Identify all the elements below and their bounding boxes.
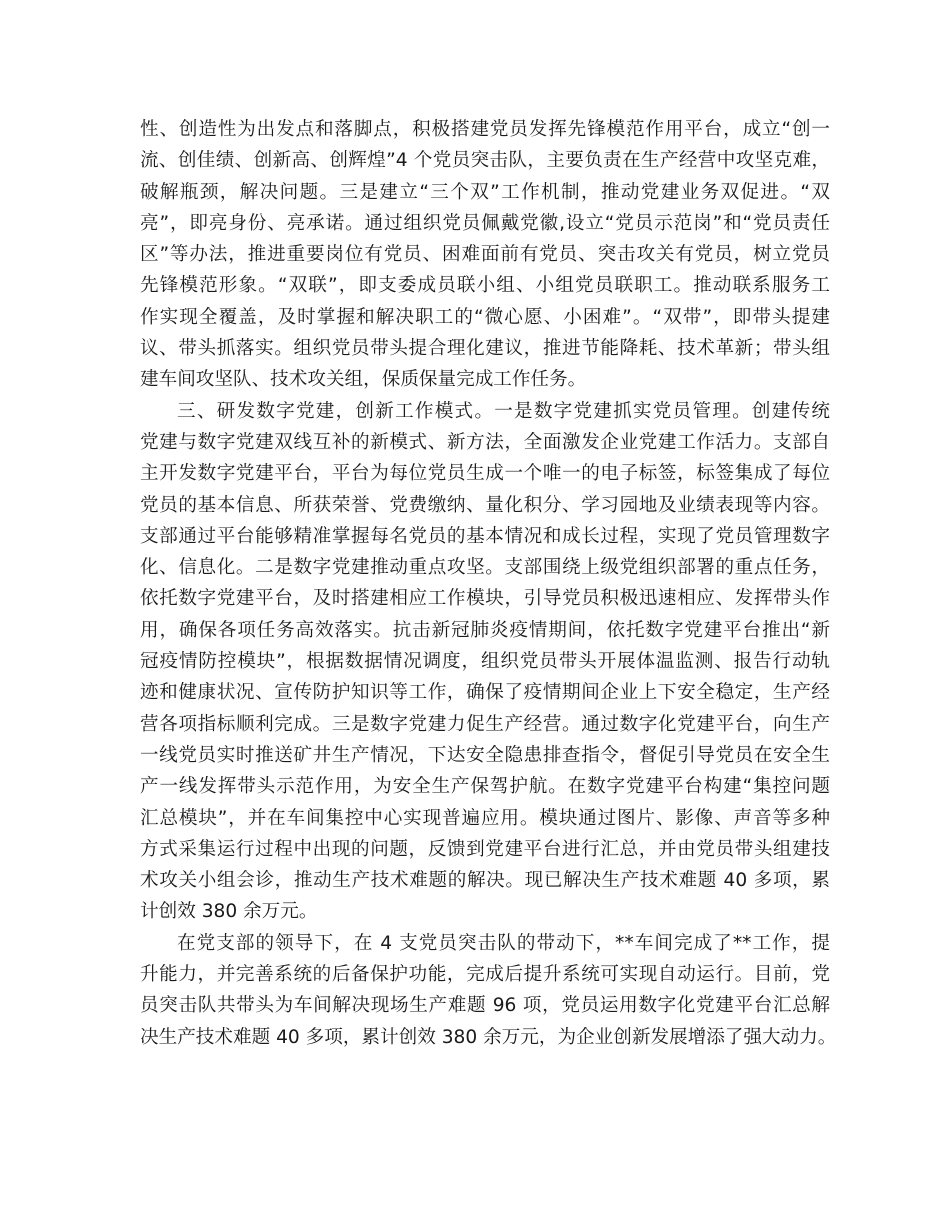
paragraph-summary xyxy=(140,928,837,1053)
text-line: 决生产技术难题 40 多项，累计创效 380 余万元，为企业创新发展增添了强大动力。 xyxy=(140,1026,837,1048)
text-line: 汇总模块”，并在车间集控中心实现普遍应用。模块通过图片、影像、声音等多种 xyxy=(140,807,830,829)
text-line: 升能力，并完善系统的后备保护功能，完成后提升系统可实现自动运行。目前，党 xyxy=(140,964,830,986)
text-line: 计创效 380 余万元。 xyxy=(140,901,318,923)
text-line: 一线党员实时推送矿井生产情况，下达安全隐患排查指令，督促引导党员在安全生 xyxy=(140,744,830,766)
text-line: 党员的基本信息、所获荣誉、党费缴纳、量化积分、学习园地及业绩表现等内容。 xyxy=(140,494,830,516)
text-line: 术攻关小组会诊，推动生产技术难题的解决。现已解决生产技术难题 40 多项，累 xyxy=(140,870,830,892)
text-line: 议、带头抓落实。组织党员带头提合理化建议，推进节能降耗、技术革新；带头组 xyxy=(140,338,830,360)
text-line: 用，确保各项任务高效落实。抗击新冠肺炎疫情期间，依托数字党建平台推出“新 xyxy=(140,619,830,641)
text-line: 员突击队共带头为车间解决现场生产难题 96 项，党员运用数字化党建平台汇总解 xyxy=(140,995,830,1017)
text-line: 主开发数字党建平台，平台为每位党员生成一个唯一的电子标签，标签集成了每位 xyxy=(140,463,830,485)
text-line: 破解瓶颈，解决问题。三是建立“三个双”工作机制，推动党建业务双促进。“双 xyxy=(140,181,830,203)
text-line: 流、创佳绩、创新高、创辉煌”4 个党员突击队，主要负责在生产经营中攻坚克难， xyxy=(140,150,830,172)
text-line: 冠疫情防控模块”，根据数据情况调度，组织党员带头开展体温监测、报告行动轨 xyxy=(140,651,830,673)
text-line: 性、创造性为出发点和落脚点，积极搭建党员发挥先锋模范作用平台，成立“创一 xyxy=(140,119,830,140)
text-line: 迹和健康状况、宣传防护知识等工作，确保了疫情期间企业上下安全稳定，生产经 xyxy=(140,682,830,704)
text-line: 产一线发挥带头示范作用，为安全生产保驾护航。在数字党建平台构建“集控问题 xyxy=(140,776,830,798)
text-line: 化、信息化。二是数字党建推动重点攻坚。支部围绕上级党组织部署的重点任务， xyxy=(140,557,830,579)
text-line: 党建与数字党建双线互补的新模式、新方法，全面激发企业党建工作活力。支部自 xyxy=(140,431,830,453)
text-line: 支部通过平台能够精准掌握每名党员的基本情况和成长过程，实现了党员管理数字 xyxy=(140,525,830,547)
text-line: 亮”，即亮身份、亮承诺。通过组织党员佩戴党徽,设立“党员示范岗”和“党员责任 xyxy=(140,212,830,234)
paragraph-digital-party-building xyxy=(140,396,830,928)
text-line: 依托数字党建平台，及时搭建相应工作模块，引导党员积极迅速相应、发挥带头作 xyxy=(140,588,830,610)
text-line: 先锋模范形象。“双联”，即支委成员联小组、小组党员联职工。推动联系服务工 xyxy=(140,275,830,297)
text-line: 区”等办法，推进重要岗位有党员、困难面前有党员、突击攻关有党员，树立党员 xyxy=(140,244,830,266)
text-line: 作实现全覆盖，及时掌握和解决职工的“微心愿、小困难”。“双带”，即带头提建 xyxy=(140,306,830,328)
paragraph-continuation xyxy=(140,114,830,396)
text-line: 在党支部的领导下，在 4 支党员突击队的带动下，**车间完成了**工作，提 xyxy=(177,932,830,954)
text-line: 方式采集运行过程中出现的问题，反馈到党建平台进行汇总，并由党员带头组建技 xyxy=(140,838,830,860)
text-line: 营各项指标顺利完成。三是数字党建力促生产经营。通过数字化党建平台，向生产 xyxy=(140,713,830,735)
text-line: 建车间攻坚队、技术攻关组，保质保量完成工作任务。 xyxy=(140,369,587,391)
text-line: 三、研发数字党建，创新工作模式。一是数字党建抓实党员管理。创建传统 xyxy=(177,400,830,422)
document-body xyxy=(140,114,837,1053)
